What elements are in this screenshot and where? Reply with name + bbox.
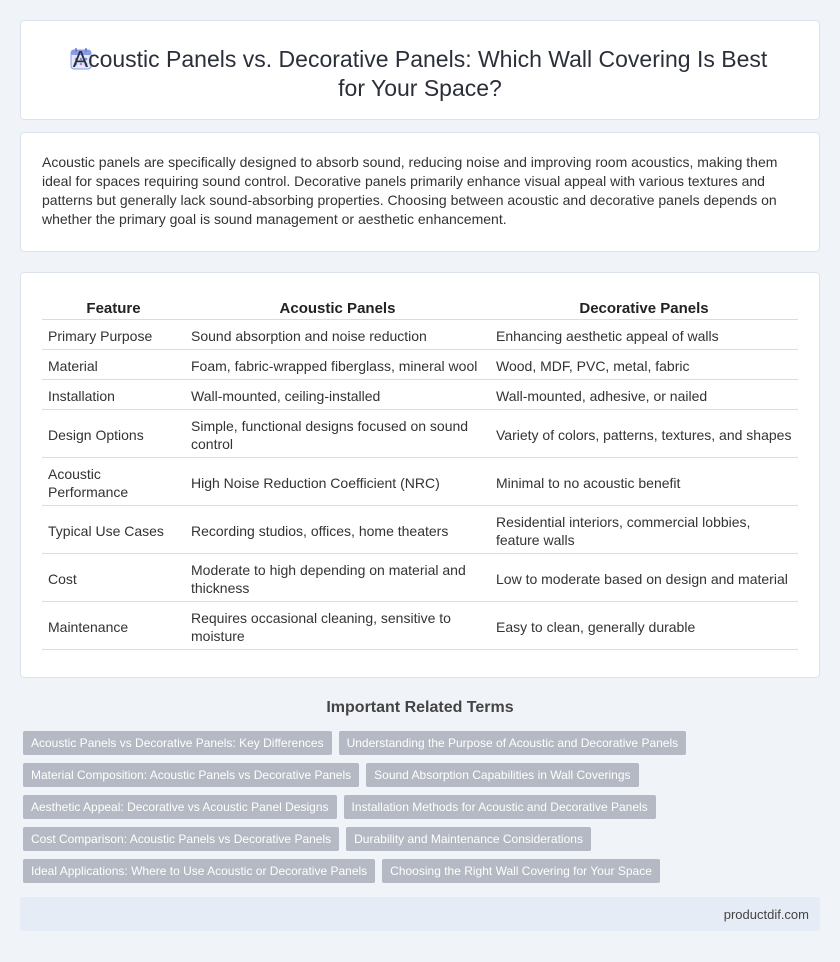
related-term-link[interactable]: Installation Methods for Acoustic and Decorative Panels	[344, 795, 656, 819]
decorative-cell: Variety of colors, patterns, textures, and shapes	[490, 412, 798, 458]
comparison-table	[42, 295, 798, 652]
feature-cell: Cost	[42, 556, 185, 602]
column-header-decorative: Decorative Panels	[490, 297, 798, 320]
feature-cell: Design Options	[42, 412, 185, 458]
decorative-cell: Wood, MDF, PVC, metal, fabric	[490, 352, 798, 380]
acoustic-cell: Wall-mounted, ceiling-installed	[185, 382, 490, 410]
related-terms-list	[23, 731, 823, 891]
related-terms-heading: Important Related Terms	[326, 699, 514, 716]
feature-cell: Material	[42, 352, 185, 380]
decorative-cell: Minimal to no acoustic benefit	[490, 460, 798, 506]
table-row	[42, 604, 798, 650]
related-term-link[interactable]: Ideal Applications: Where to Use Acoustic or Decorative Panels	[23, 859, 375, 883]
related-term-link[interactable]: Durability and Maintenance Considerations	[346, 827, 591, 851]
intro-card	[20, 132, 820, 252]
header-card	[20, 20, 820, 120]
intro-paragraph: Acoustic panels are specifically designed to absorb sound, reducing noise and improving room acoustics, making them ideal for spaces requiring sound control. Decorative panels primarily enhance visual appeal with various textures and patterns but generally lack sound-absorbing properties. Choosing between acoustic and decorative panels depends on whether the primary goal is sound management or aesthetic enhancement.	[42, 154, 778, 227]
decorative-cell: Easy to clean, generally durable	[490, 604, 798, 650]
acoustic-cell: Foam, fabric-wrapped fiberglass, mineral wool	[185, 352, 490, 380]
acoustic-cell: Recording studios, offices, home theaters	[185, 508, 490, 554]
table-row	[42, 382, 798, 410]
table-row	[42, 508, 798, 554]
related-term-link[interactable]: Acoustic Panels vs Decorative Panels: Key Differences	[23, 731, 332, 755]
table-row	[42, 460, 798, 506]
comparison-table-card	[20, 272, 820, 678]
related-term-link[interactable]: Sound Absorption Capabilities in Wall Coverings	[366, 763, 638, 787]
feature-cell: Maintenance	[42, 604, 185, 650]
footer-site-name[interactable]: productdif.com	[723, 907, 809, 922]
decorative-cell: Low to moderate based on design and material	[490, 556, 798, 602]
table-row	[42, 322, 798, 350]
column-header-feature: Feature	[42, 297, 185, 320]
acoustic-cell: Sound absorption and noise reduction	[185, 322, 490, 350]
feature-cell: Primary Purpose	[42, 322, 185, 350]
acoustic-cell: Simple, functional designs focused on sound control	[185, 412, 490, 458]
feature-cell: Typical Use Cases	[42, 508, 185, 554]
acoustic-cell: Moderate to high depending on material and thickness	[185, 556, 490, 602]
related-term-link[interactable]: Aesthetic Appeal: Decorative vs Acoustic Panel Designs	[23, 795, 337, 819]
acoustic-cell: Requires occasional cleaning, sensitive to moisture	[185, 604, 490, 650]
table-row	[42, 412, 798, 458]
table-header-row	[42, 297, 798, 320]
page-title: Acoustic Panels vs. Decorative Panels: Which Wall Covering Is Best for Your Space?	[72, 46, 768, 101]
decorative-cell: Enhancing aesthetic appeal of walls	[490, 322, 798, 350]
related-term-link[interactable]: Material Composition: Acoustic Panels vs Decorative Panels	[23, 763, 359, 787]
decorative-cell: Residential interiors, commercial lobbies, feature walls	[490, 508, 798, 554]
table-row	[42, 352, 798, 380]
footer	[20, 897, 820, 931]
feature-cell: Installation	[42, 382, 185, 410]
column-header-acoustic: Acoustic Panels	[185, 297, 490, 320]
table-row	[42, 556, 798, 602]
decorative-cell: Wall-mounted, adhesive, or nailed	[490, 382, 798, 410]
acoustic-cell: High Noise Reduction Coefficient (NRC)	[185, 460, 490, 506]
feature-cell: Acoustic Performance	[42, 460, 185, 506]
related-term-link[interactable]: Cost Comparison: Acoustic Panels vs Decorative Panels	[23, 827, 339, 851]
related-term-link[interactable]: Understanding the Purpose of Acoustic and Decorative Panels	[339, 731, 687, 755]
related-term-link[interactable]: Choosing the Right Wall Covering for Your Space	[382, 859, 660, 883]
